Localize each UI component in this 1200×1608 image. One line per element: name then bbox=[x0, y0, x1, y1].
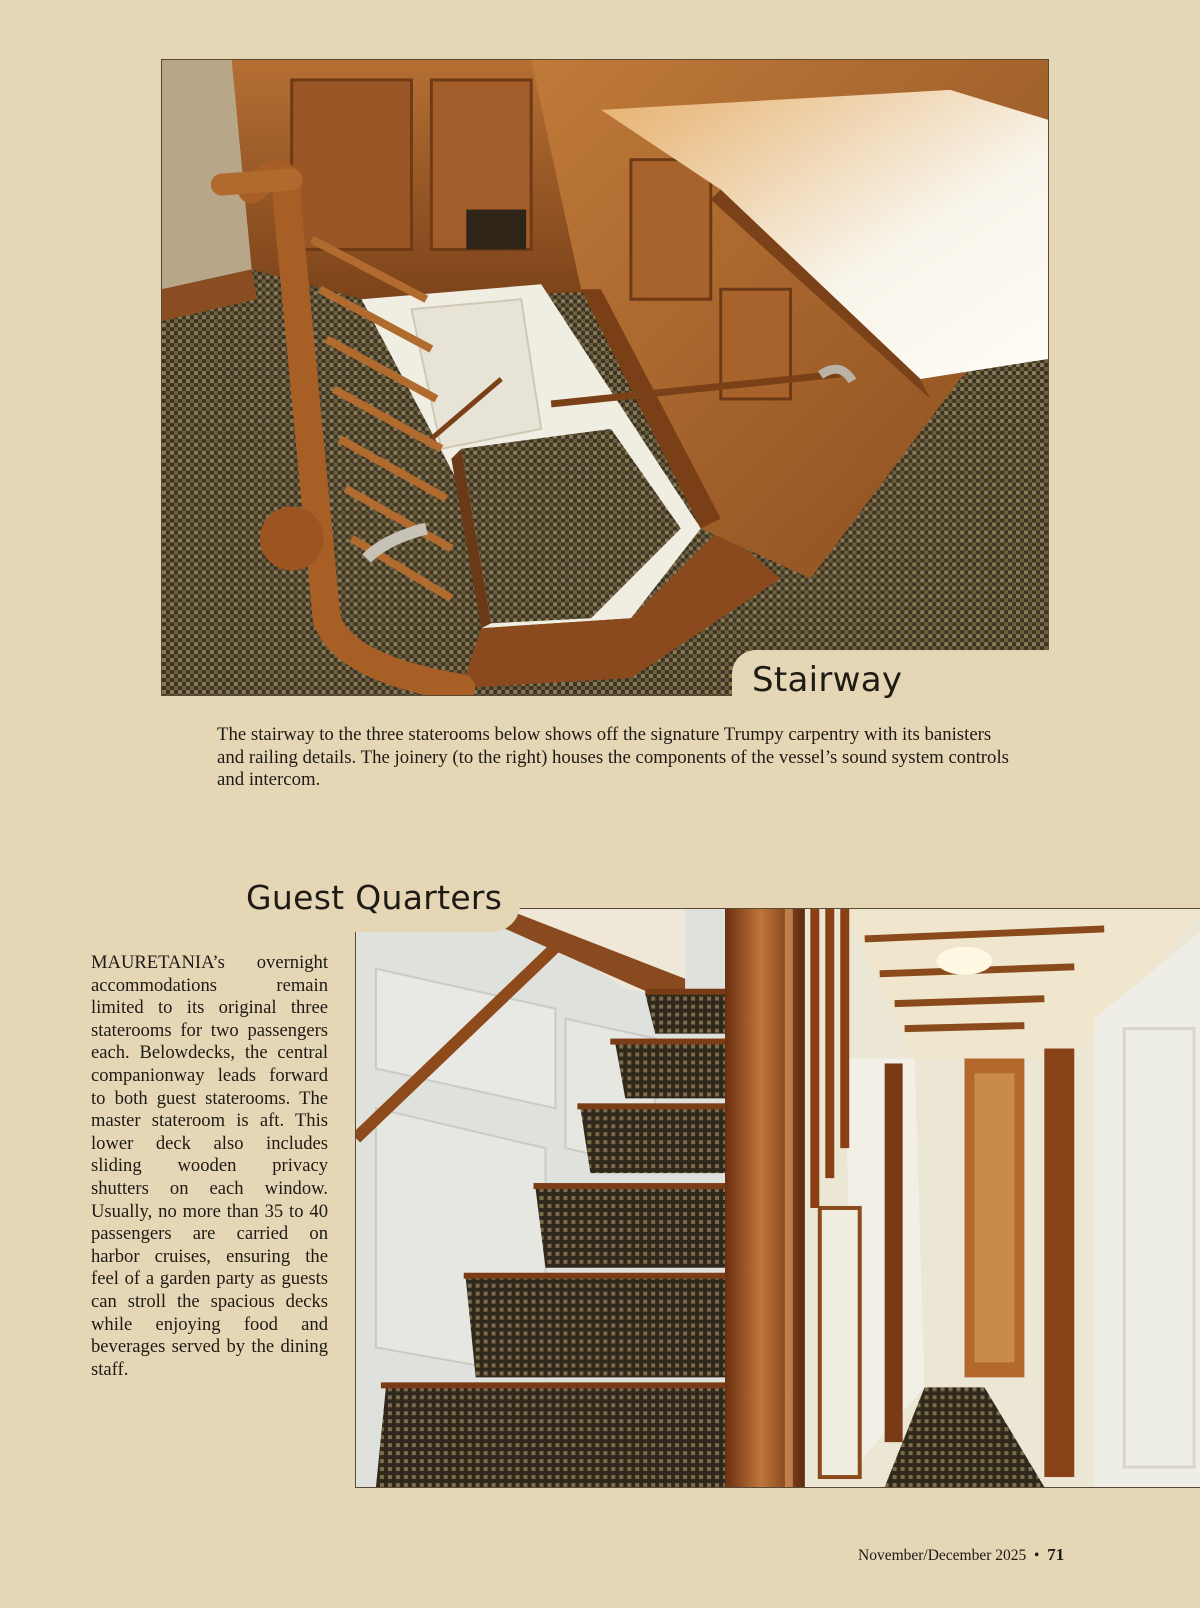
stairway-caption: The stairway to the three staterooms below shows off the signature Trumpy carpentry with its banisters and railing details. The joinery (to the right) houses the components of the vessel’s sound system controls and intercom. bbox=[217, 724, 1009, 790]
guest-quarters-body: MAURETANIA’s overnight accommodations remain limited to its original three staterooms for two passengers each. Belowdecks, the central companionway leads forward to both guest staterooms. The master stateroom is aft. This lower deck also includes sliding wooden privacy shutters on each window. Usually, no more than 35 to 40 passengers are carried on harbor cruises, ensuring the feel of a garden party as guests can stroll the spacious decks while enjoying food and beverages served by the dining staff. bbox=[91, 952, 328, 1380]
guest-stairs-photo bbox=[355, 908, 726, 1488]
issue-date: November/December 2025 bbox=[858, 1547, 1027, 1564]
stairway-title: Stairway bbox=[752, 660, 903, 700]
page-number: 71 bbox=[1047, 1545, 1065, 1564]
page-footer bbox=[858, 1545, 1064, 1565]
guest-hall-photo bbox=[725, 908, 1200, 1488]
stairway-photo bbox=[161, 59, 1049, 696]
guest-quarters-title: Guest Quarters bbox=[246, 878, 503, 917]
footer-separator: • bbox=[1034, 1547, 1040, 1564]
